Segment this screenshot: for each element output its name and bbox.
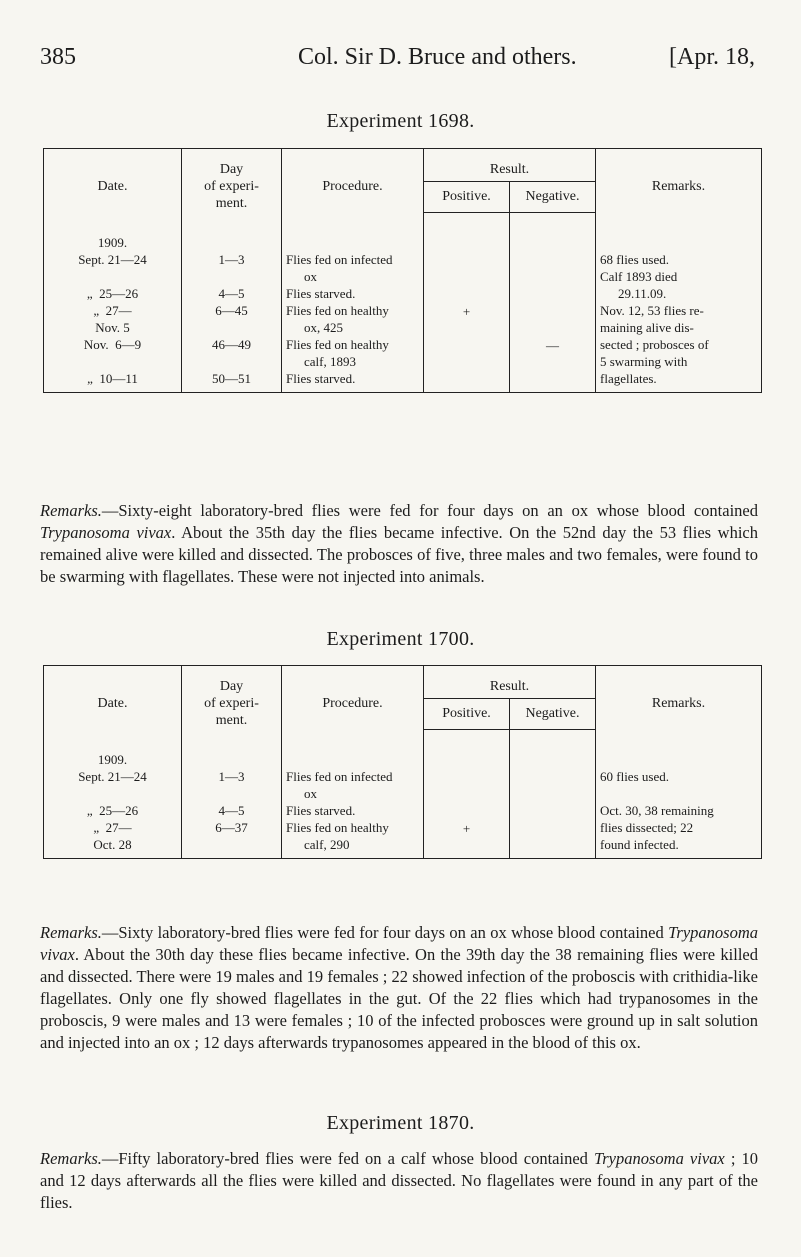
header-negative: Negative. xyxy=(510,181,596,212)
exp1698-table xyxy=(43,148,762,393)
exp1698-remarks-paragraph: Remarks.—Sixty-eight laboratory-bred flies were fed for four days on an ox whose blood contained Trypanosoma vivax. About the 35th day the flies became infective. On the 52nd day the 53 flies which remained alive were killed and dissected. The probosces of five, three males and two females, were found to be swarming with flagellates. These were not injected into animals. xyxy=(40,501,759,586)
date-column: 1909. Sept. 21—24 „ 25—26 „ 27— Nov. 5 Nov. 6—9 „ 10—11 xyxy=(44,212,182,392)
table-row xyxy=(44,729,762,858)
remarks-column: 68 flies used. Calf 1893 died 29.11.09. Nov. 12, 53 flies re- maining alive dis- sected ; probosces of 5 swarming with flagellates. xyxy=(596,212,762,392)
exp1870-title: Experiment 1870. xyxy=(326,1112,475,1134)
negative-column xyxy=(510,729,596,858)
header-day: Day of experi- ment. xyxy=(182,666,282,730)
header-negative: Negative. xyxy=(510,698,596,729)
exp1700-remarks-paragraph: Remarks.—Sixty laboratory-bred flies were fed for four days on an ox whose blood contained Trypanosoma vivax. About the 30th day these flies became infective. On the 39th day the 38 remaining flies were killed and dissected. There were 19 males and 19 females ; 22 showed infection of the proboscis with crithidia-like flagellates. Only one fly showed flagellates in the gut. Of the 22 flies which had trypanosomes in the proboscis, 9 were males and 13 were females ; 10 of the infected probosces were ground up in salt solution and injected into an ox ; 12 days afterwards trypanosomes appeared in the blood of this ox. xyxy=(40,923,758,1052)
table-row xyxy=(44,212,762,392)
page-header xyxy=(40,44,755,74)
positive-column: + xyxy=(424,212,510,392)
header-remarks: Remarks. xyxy=(596,666,762,730)
header-remarks: Remarks. xyxy=(596,149,762,213)
procedure-column: Flies fed on infected ox Flies starved. Flies fed on healthy ox, 425 Flies fed on healthy calf, 1893 Flies starved. xyxy=(282,212,424,392)
negative-column: — xyxy=(510,212,596,392)
header-date: Date. xyxy=(44,149,182,213)
header-result: Result. xyxy=(424,666,596,699)
day-column: 1—3 4—5 6—45 46—49 50—51 xyxy=(182,212,282,392)
header-positive: Positive. xyxy=(424,698,510,729)
exp1700-title: Experiment 1700. xyxy=(326,628,475,650)
remarks-column: 60 flies used. Oct. 30, 38 remaining flies dissected; 22 found infected. xyxy=(596,729,762,858)
procedure-column: Flies fed on infected ox Flies starved. Flies fed on healthy calf, 290 xyxy=(282,729,424,858)
exp1698-title: Experiment 1698. xyxy=(326,110,475,132)
day-column: 1—3 4—5 6—37 xyxy=(182,729,282,858)
running-title: Col. Sir D. Bruce and others. xyxy=(298,44,577,70)
header-result: Result. xyxy=(424,149,596,182)
header-date: [Apr. 18, xyxy=(669,44,755,70)
header-positive: Positive. xyxy=(424,181,510,212)
header-day: Day of experi- ment. xyxy=(182,149,282,213)
exp1870-remarks-paragraph: Remarks.—Fifty laboratory-bred flies were fed on a calf whose blood contained Trypanosoma vivax ; 10 and 12 days afterwards all the flies were killed and dissected. No flagellates were found in any part of the flies. xyxy=(40,1149,758,1212)
header-date: Date. xyxy=(44,666,182,730)
date-column: 1909. Sept. 21—24 „ 25—26 „ 27— Oct. 28 xyxy=(44,729,182,858)
exp1700-table xyxy=(43,665,762,859)
positive-column: + xyxy=(424,729,510,858)
header-procedure: Procedure. xyxy=(282,666,424,730)
header-procedure: Procedure. xyxy=(282,149,424,213)
page-number: 385 xyxy=(40,44,76,70)
